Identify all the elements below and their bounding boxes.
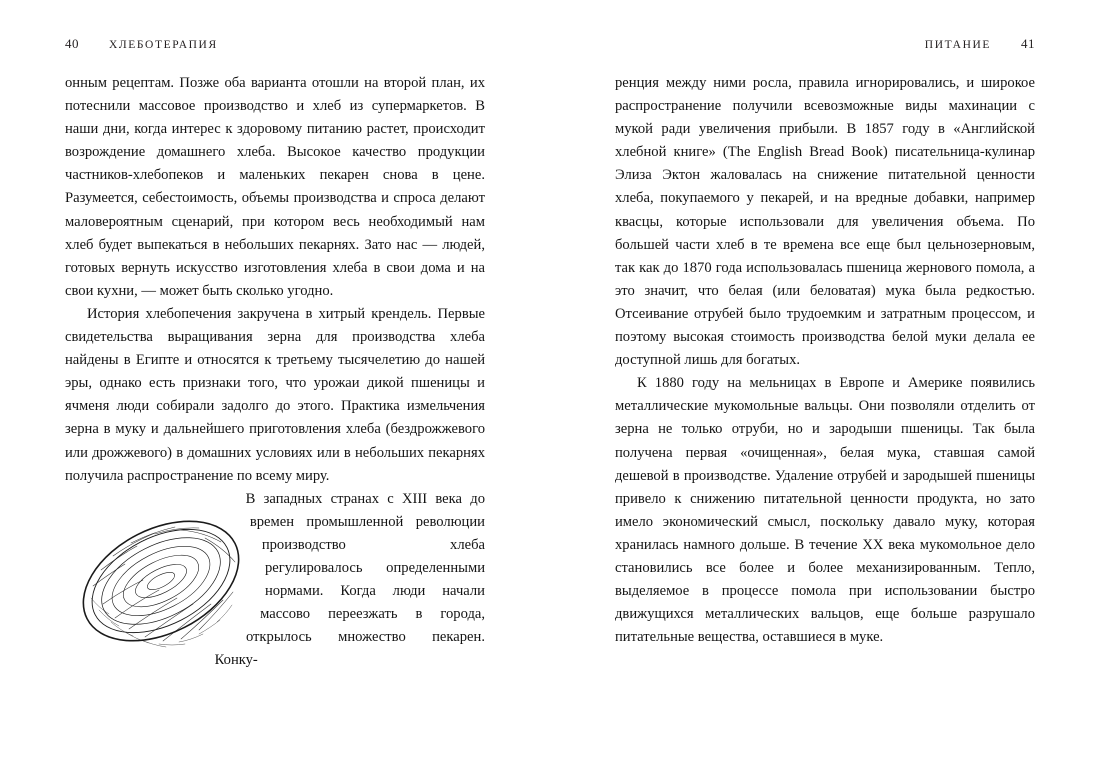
running-head-left xyxy=(65,36,218,52)
paragraph: История хлебопечения закручена в хитрый крендель. Первые свидетельства выращивания зерна для производства хлеба найдены в Египте и относятся к третьему тысячелетию до нашей эры, однако есть признаки того, что урожаи дикой пшеницы и ячменя люди собирали задолго до этого. Практика измельчения зерна в муку и дальнейшего приготовления хлеба (бездрожжевого или дрожжевого) в домашних условиях или в небольших пекарнях получила распространение по всему миру. xyxy=(65,305,485,484)
folio-left: 40 xyxy=(65,36,79,51)
folio-right: 41 xyxy=(1021,36,1035,51)
bread-loaf-illustration xyxy=(63,494,259,668)
running-head-title-right: ПИТАНИЕ xyxy=(924,39,991,51)
paragraph: онным рецептам. Позже оба варианта отошли на второй план, их потеснили массовое производство и хлеб из супермаркетов. В наши дни, когда интерес к здоровому питанию растет, происходит возрождение домашнего хлеба. Высокое качество продукции частников-хлебопеков и маленьких пекарен снова в цене. Разумеется, себестоимость, объемы производства и спроса делают маловероятным сценарий, при котором весь необходимый нам хлеб будет выпекаться в небольших пекарнях. Зато нас — людей, готовых вернуть искусство изготовления хлеба в свои дома и на свои кухни, — может быть сколько угодно. xyxy=(65,75,485,299)
text-column-right xyxy=(615,72,1035,649)
paragraph: В западных странах с XIII века до времен промышленной революции производство хлеба регулировалось определенными нормами. Когда люди начали массово переезжать в города, открылось множество пекарен. Конку- xyxy=(214,490,485,669)
running-head-title-left: ХЛЕБОТЕРАПИЯ xyxy=(109,39,218,51)
paragraph: ренция между ними росла, правила игнорировались, и широкое распространение получили всевозможные виды махинации с мукой ради увеличения прибыли. В 1857 году в «Английской хлебной книге» (The English Bread Book) писательница-кулинар Элиза Эктон жаловалась на снижение питательной ценности хлеба, покупаемого у пекарей, и на вредные добавки, например квасцы, которые использовали для увеличения объема. По большей части хлеб в те времена все еще был цельнозерновым, так как до 1870 года использовалась пшеница жернового помола, а это значит, что белая (или беловатая) мука была редкостью. Отсеивание отрубей было трудоемким и затратным процессом, и поэтому высокая стоимость производства белой муки делала ее доступной лишь для богатых. xyxy=(615,75,1035,369)
illustrated-paragraph-block xyxy=(65,488,485,673)
paragraph: К 1880 году на мельницах в Европе и Америке появились металлические мукомольные вальцы. Они позволяли отделить от зерна не только отруби, но и зародыши пшеницы. Так была получена первая «очищенная», белая мука, ставшая самой дешевой в производстве. Удаление отрубей и зародышей пшеницы привело к снижению питательной ценности продукта, но зато имело экономический смысл, поскольку давало муку, которая хранилась намного дольше. В течение XX века мукомольное дело становились все более и более механизированным. Тепло, выделяемое в процессе помола при использовании быстро движущихся металлических вальцов, еще больше разрушало питательные вещества, оставшиеся в муке. xyxy=(615,375,1035,646)
running-head-right xyxy=(925,36,1035,52)
text-column-left xyxy=(65,72,485,672)
bread-loaf-icon xyxy=(63,494,259,668)
